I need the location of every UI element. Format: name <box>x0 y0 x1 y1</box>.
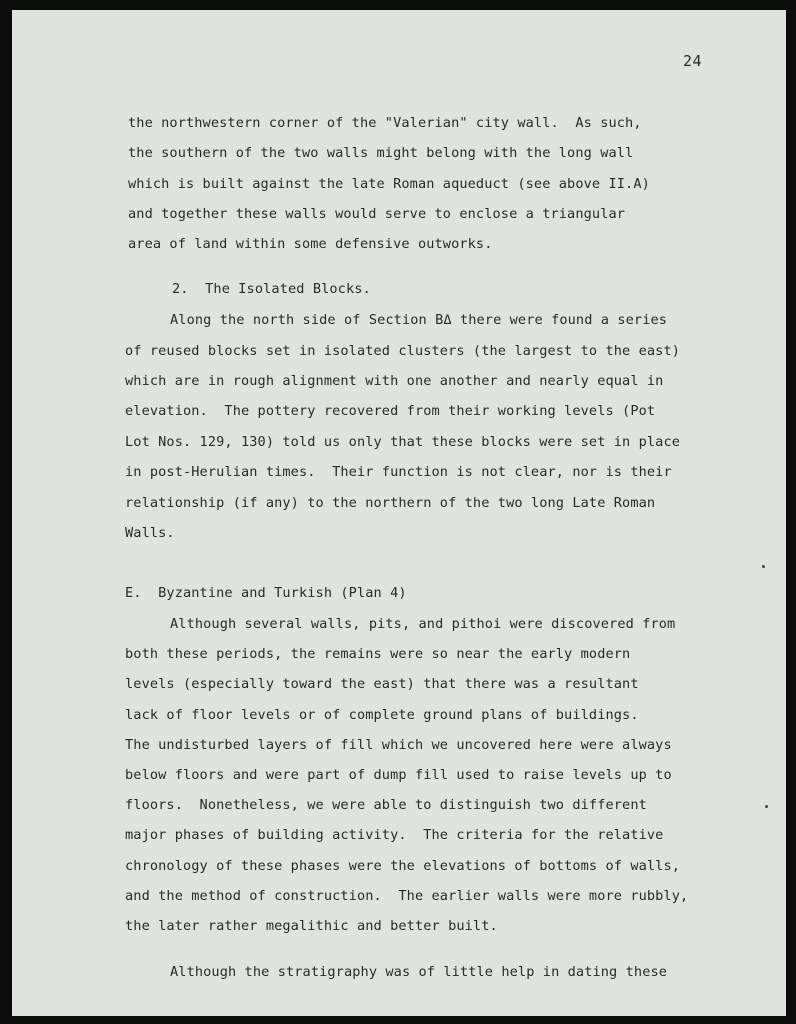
text-line: Walls. <box>125 525 175 541</box>
typewritten-page <box>12 10 786 1016</box>
text-line: chronology of these phases were the elevations of bottoms of walls, <box>125 858 681 874</box>
text-line: Although several walls, pits, and pithoi were discovered from <box>170 616 676 632</box>
text-line: the southern of the two walls might belong with the long wall <box>128 145 634 161</box>
text-line: the northwestern corner of the "Valerian" city wall. As such, <box>128 115 642 131</box>
text-line: levels (especially toward the east) that there was a resultant <box>125 676 639 692</box>
margin-speck <box>765 805 768 808</box>
text-line: lack of floor levels or of complete ground plans of buildings. <box>125 707 639 723</box>
text-line: Along the north side of Section BΔ there were found a series <box>170 312 668 328</box>
text-line: which are in rough alignment with one another and nearly equal in <box>125 373 664 389</box>
text-line: in post-Herulian times. Their function is not clear, nor is their <box>125 464 672 480</box>
text-line: of reused blocks set in isolated clusters (the largest to the east) <box>125 343 681 359</box>
text-line: and the method of construction. The earlier walls were more rubbly, <box>125 888 689 904</box>
text-line: floors. Nonetheless, we were able to distinguish two different <box>125 797 647 813</box>
text-line: below floors and were part of dump fill used to raise levels up to <box>125 767 672 783</box>
text-line: area of land within some defensive outworks. <box>128 236 493 252</box>
text-line: relationship (if any) to the northern of the two long Late Roman <box>125 495 656 511</box>
text-line: both these periods, the remains were so near the early modern <box>125 646 631 662</box>
text-line: The undisturbed layers of fill which we uncovered here were always <box>125 737 672 753</box>
text-line: which is built against the late Roman aqueduct (see above II.A) <box>128 176 650 192</box>
margin-speck <box>762 565 765 568</box>
text-line: major phases of building activity. The criteria for the relative <box>125 827 664 843</box>
text-line: and together these walls would serve to enclose a triangular <box>128 206 626 222</box>
text-line: the later rather megalithic and better built. <box>125 918 498 934</box>
page-number: 24 <box>683 52 703 70</box>
text-line: elevation. The pottery recovered from their working levels (Pot <box>125 403 656 419</box>
section-heading: 2. The Isolated Blocks. <box>172 281 371 297</box>
text-line: Although the stratigraphy was of little help in dating these <box>170 964 668 980</box>
section-heading: E. Byzantine and Turkish (Plan 4) <box>125 585 407 601</box>
text-line: Lot Nos. 129, 130) told us only that these blocks were set in place <box>125 434 681 450</box>
